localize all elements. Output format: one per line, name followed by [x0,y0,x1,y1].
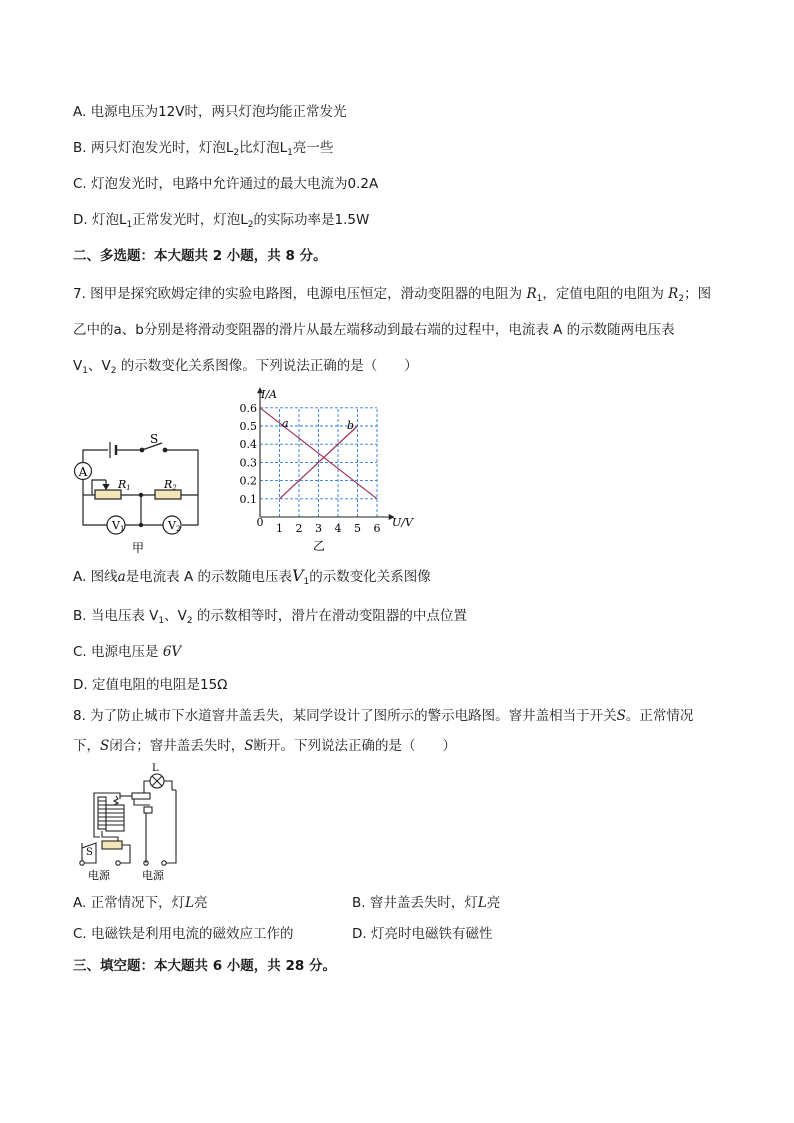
y-tick-label: 0.6 [240,401,257,415]
q8-stem-line1: 8. 为了防止城市下水道窨井盖丢失，某同学设计了图所示的警示电路图。窨井盖相当于开关S。正常情况 [73,708,694,724]
q6-option-d: D. 灯泡$L_1$正常发光时，灯泡$L_2$的实际功率是1.5W [73,212,370,230]
r2-label: R2 [164,478,177,492]
q6-option-c: C. 灯泡发光时，电路中允许通过的最大电流为0.2A [73,176,379,192]
power-source-right-label: 电源 [142,869,164,882]
series-a-label: a [282,417,289,430]
switch-s-label: S [86,847,93,858]
q8-option-a: A. 正常情况下，灯L亮 [73,895,208,911]
q7-stem-line1: 7. 图甲是探究欧姆定律的实验电路图，电源电压恒定，滑动变阻器的电阻为 $R_1$，定值电阻的电阻为 $R_2$；图 [73,286,712,304]
x-axis-label: U/V [392,516,413,529]
section-heading-fill-in: 三、填空题：本大题共 6 小题，共 28 分。 [73,958,336,974]
q8-stem-line2: 下，S闭合；窨井盖丢失时，S断开。下列说法正确的是（ ） [73,738,456,754]
x-tick-label: 6 [373,522,381,535]
q6-option-b: B. 两只灯泡发光时，灯泡$L_2$比灯泡$L_1$亮一些 [73,140,334,158]
x-tick-label: 2 [295,522,303,535]
y-tick-label: 0.2 [240,474,257,488]
power-source-left-label: 电源 [88,869,110,882]
q7-option-d: D. 定值电阻的电阻是15Ω [73,677,228,693]
v2-label: V2 [168,519,181,533]
q6-option-a: A. 电源电压为12V时，两只灯泡均能正常发光 [73,104,347,120]
x-tick-label: 3 [315,522,322,535]
q8-option-c: C. 电磁铁是利用电流的磁效应工作的 [73,926,294,942]
q7-stem-line3: $V_1$、$V_2$ 的示数变化关系图像。下列说法正确的是（ ） [73,358,418,376]
v1-label: V1 [112,519,125,533]
x-tick-label: 5 [354,522,361,535]
switch-label: S [150,432,159,446]
r1-label: R1 [118,478,131,492]
figure-caption-jia: 甲 [131,541,145,555]
y-tick-label: 0.5 [240,420,257,433]
origin-label: 0 [256,516,264,529]
lamp-label: L [152,763,159,774]
y-tick-label: 0.4 [240,438,257,452]
x-tick-label: 4 [334,522,342,535]
q7-stem-line2: 乙中的a、b分别是将滑动变阻器的滑片从最左端移动到最右端的过程中，电流表 A 的示数随两电压表 [73,322,675,338]
ammeter-label: A [78,465,88,479]
y-tick-label: 0.1 [240,492,257,506]
q7-option-c: C. 电源电压是 6V [73,644,182,660]
q8-option-b: B. 窨井盖丢失时，灯L亮 [352,895,501,911]
y-axis-label: I/A [261,388,277,401]
figure-caption-yi: 乙 [312,539,326,553]
q8-option-d: D. 灯亮时电磁铁有磁性 [352,926,493,942]
x-tick-label: 1 [276,522,283,535]
q7-graph [240,383,430,558]
q8-alarm-circuit-diagram [72,763,192,885]
q7-option-b: B. 当电压表 $V_1$、$V_2$ 的示数相等时，滑片在滑动变阻器的中点位置 [73,608,467,626]
series-b-label: b [347,419,355,432]
y-tick-label: 0.3 [240,456,257,470]
q7-circuit-diagram [70,430,210,560]
section-heading-multiple-choice: 二、多选题：本大题共 2 小题，共 8 分。 [73,248,327,264]
q7-option-a: A. 图线a是电流表 A 的示数随电压表$V_1$的示数变化关系图像 [73,566,431,587]
